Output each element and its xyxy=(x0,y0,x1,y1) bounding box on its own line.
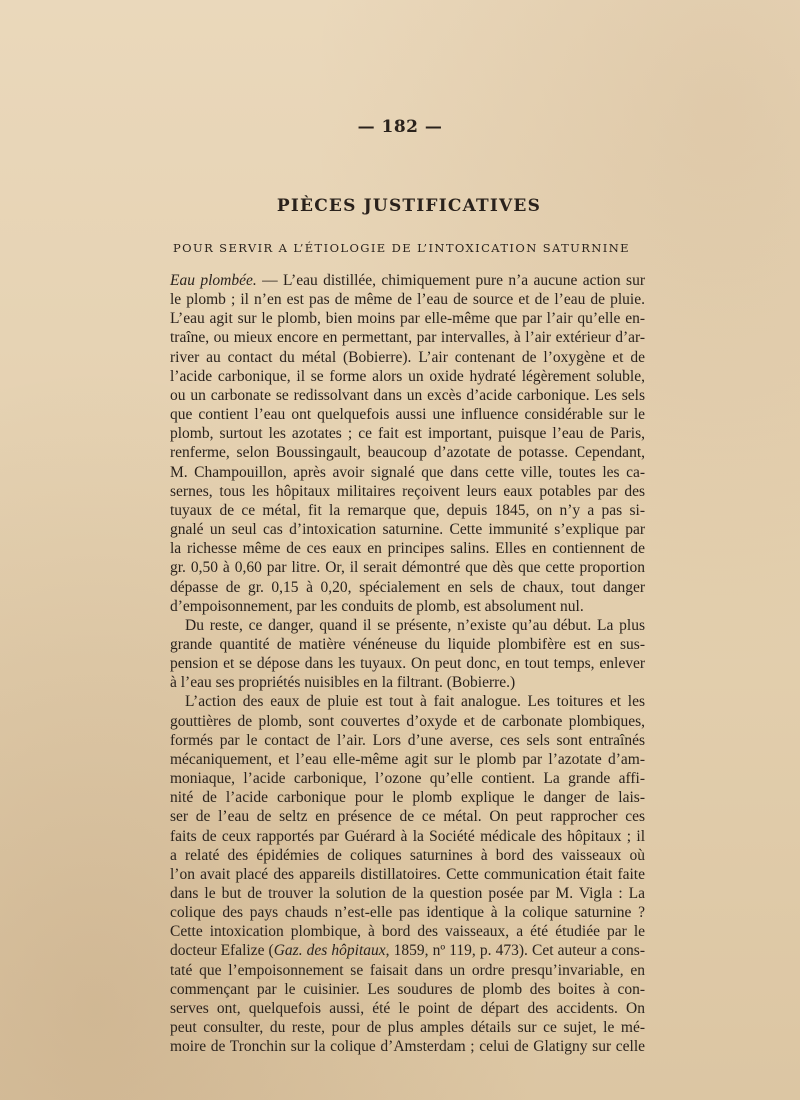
text-line: serves ont, quelquefois aussi, été le point de départ des accidents. On xyxy=(170,999,645,1017)
lead-term: Eau plombée. xyxy=(170,272,257,289)
text-span: — L’eau distillée, chimiquement pure n’a aucune action sur xyxy=(256,272,645,289)
text-line: moniaque, l’acide carbonique, l’ozone qu’elle contient. La grande affi- xyxy=(170,770,645,788)
text-line: grande quantité de matière vénéneuse du liquide plombifère est en sus- xyxy=(170,635,645,653)
text-line: mécaniquement, et l’eau elle-même agit sur le plomb par l’azotate d’am- xyxy=(170,750,645,768)
text-line: ou un carbonate se redissolvant dans un excès d’acide carbonique. Les sels xyxy=(170,386,645,404)
text-line: moire de Tronchin sur la colique d’Amsterdam ; celui de Glatigny sur celle xyxy=(170,1038,645,1056)
text-line: peut consulter, du reste, pour de plus amples détails sur ce sujet, le mé- xyxy=(170,1019,645,1037)
text-line: l’acide carbonique, il se forme alors un oxide hydraté légèrement soluble, xyxy=(170,367,645,385)
text-line: nité de l’acide carbonique pour le plomb explique le danger de lais- xyxy=(170,789,645,807)
text-line: d’empoisonnement, par les conduits de plomb, est absolument nul. xyxy=(170,597,584,615)
journal-title: Gaz. des hôpitaux xyxy=(273,942,386,960)
text-line: traîne, ou mieux encore en permettant, par intervalles, à l’air extérieur d’ar- xyxy=(170,329,645,347)
text-line: gnalé un seul cas d’intoxication saturnine. Cette immunité s’explique par xyxy=(170,521,645,539)
text-line: Cette intoxication plombique, à bord des vaisseaux, a été étudiée par le xyxy=(170,923,645,941)
text-line: que contient l’eau ont quelquefois aussi une influence considérable sur le xyxy=(170,406,645,424)
section-title: PIÈCES JUSTIFICATIVES xyxy=(276,196,542,216)
page-number: — 182 — xyxy=(357,117,443,137)
text-line: tuyaux de ce métal, fit la remarque que, depuis 1845, on n’y a pas si- xyxy=(170,501,645,519)
text-line: dans le but de trouver la solution de la question posée par M. Vigla : La xyxy=(170,885,645,902)
text-line: le plomb ; il n’en est pas de même de l’eau de source et de l’eau de pluie. xyxy=(170,291,645,309)
text-line: gouttières de plomb, sont couvertes d’oxyde et de carbonate plombiques, xyxy=(170,712,645,730)
text-line: a relaté des épidémies de coliques saturnines à bord des vaisseaux où xyxy=(170,846,645,864)
text-line xyxy=(170,941,645,960)
text-line: Du reste, ce danger, quand il se présente, n’existe qu’au début. La plus xyxy=(185,616,645,634)
text-line: L’action des eaux de pluie est tout à fait analogue. Les toitures et les xyxy=(185,693,645,711)
text-line: à l’eau ses propriétés nuisibles en la filtrant. (Bobierre.) xyxy=(170,674,516,692)
section-subtitle: POUR SERVIR A L’ÉTIOLOGIE DE L’INTOXICATION SATURNINE xyxy=(173,241,630,255)
text-line: formés par le contact de l’air. Lors d’une averse, ces sels sont entraînés xyxy=(170,731,645,749)
body-text xyxy=(170,271,645,1056)
text-line: sernes, tous les hôpitaux militaires reçoivent leurs eaux potables par des xyxy=(170,482,645,500)
text-line: renferme, selon Boussingault, beaucoup d’azotate de potasse. Cependant, xyxy=(170,444,645,462)
text-line: L’eau agit sur le plomb, bien moins par elle-même que par l’air qu’elle en- xyxy=(170,310,645,328)
text-line: ser de l’eau de seltz en présence de ce métal. On peut rapprocher ces xyxy=(170,808,645,826)
text-line: la richesse même de ces eaux en principes salins. Elles en contiennent de xyxy=(170,540,645,558)
text-line: dépasse de gr. 0,15 à 0,20, spécialement en sels de chaux, tout danger xyxy=(170,578,645,596)
text-line: faits de ceux rapportés par Guérard à la Société médicale des hôpitaux ; il xyxy=(170,827,645,845)
text-line xyxy=(170,271,645,290)
text-line: l’on avait placé des appareils distillatoires. Cette communication était faite xyxy=(170,865,645,883)
text-line: taté que l’empoisonnement se faisait dans un ordre presqu’invariable, en xyxy=(170,961,645,979)
text-line: plomb, surtout les azotates ; ce fait est important, puisque l’eau de Paris, xyxy=(170,425,645,443)
text-line: gr. 0,50 à 0,60 par litre. Or, il serait démontré que dès que cette proportion xyxy=(170,559,645,577)
text-line: pension et se dépose dans les tuyaux. On peut donc, en tout temps, enlever xyxy=(170,655,645,673)
text-span: , 1859, nº 119, p. 473). Cet auteur a cons- xyxy=(385,942,645,960)
text-line: colique des pays chauds n’est-elle pas identique à la colique saturnine ? xyxy=(170,904,645,922)
text-span: docteur Efalize ( xyxy=(170,942,274,960)
text-line: M. Champouillon, après avoir signalé que dans cette ville, toutes les ca- xyxy=(170,463,645,481)
text-line: commençant par le cuisinier. Les soudures de plomb des boites à con- xyxy=(170,980,645,998)
text-line: river au contact du métal (Bobierre). L’air contenant de l’oxygène et de xyxy=(170,348,645,366)
